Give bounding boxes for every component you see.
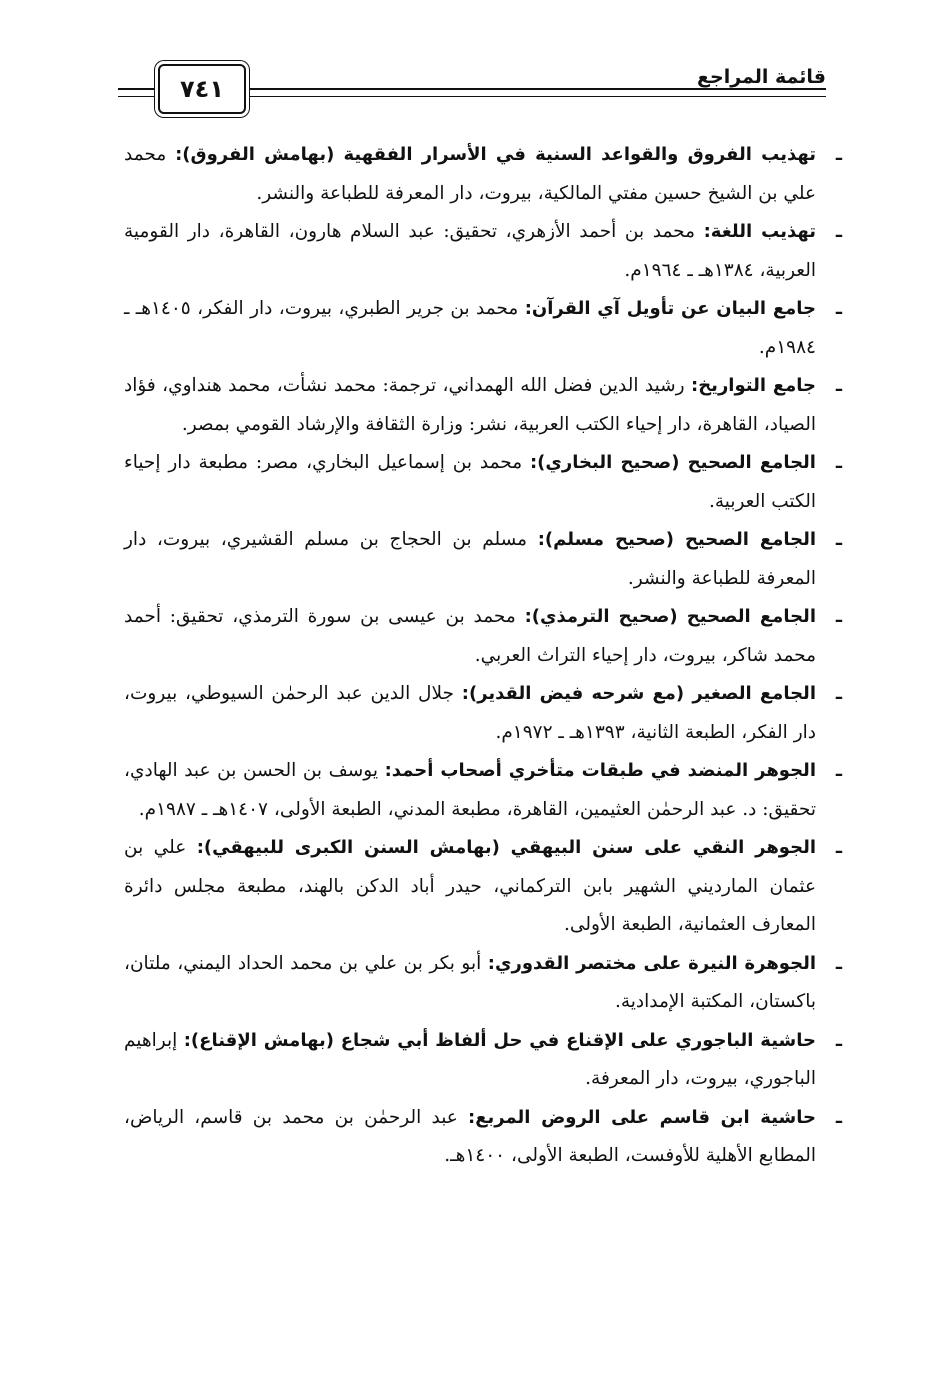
entry-details: محمد بن إسماعيل البخاري، مصر: مطبعة دار إحياء الكتب العربية. [124,452,816,512]
page-header [118,58,826,118]
header-rule-left [118,88,154,97]
reference-list [124,136,842,1176]
entry-details: جلال الدين عبد الرحمٰن السيوطي، بيروت، دار الفكر، الطبعة الثانية، ١٣٩٣هـ ـ ١٩٧٢م. [124,683,816,743]
reference-entry [124,213,842,290]
reference-entry [124,1022,842,1099]
entry-details: علي بن عثمان المارديني الشهير بابن التركماني، حيدر أباد الدكن بالهند، مطبعة مجلس دائرة المعارف العثمانية، الطبعة الأولى. [124,837,816,935]
entry-bullet: ـ [835,144,842,165]
reference-entry [124,290,842,367]
entry-title: حاشية الباجوري على الإقناع في حل ألفاظ أبي شجاع (بهامش الإقناع): [183,1029,816,1051]
entry-title: الجامع الصحيح (صحيح الترمذي): [524,606,816,627]
entry-bullet: ـ [835,952,842,974]
reference-entry [124,675,842,752]
entry-title: الجامع الصحيح (صحيح مسلم): [537,529,816,550]
entry-title: الجامع الصحيح (صحيح البخاري): [529,452,816,473]
reference-entry [124,945,842,1022]
reference-entry [124,752,842,829]
reference-entry [124,367,842,444]
reference-entry [124,598,842,675]
entry-title: الجامع الصغير (مع شرحه فيض القدير): [461,683,816,704]
entry-details: محمد علي بن الشيخ حسين مفتي المالكية، بيروت، دار المعرفة للطباعة والنشر. [124,144,816,204]
entry-bullet: ـ [835,606,842,627]
entry-details: عبد الرحمٰن بن محمد بن قاسم، الرياض، المطابع الأهلية للأوفست، الطبعة الأولى، ١٤٠٠هـ. [124,1106,816,1166]
entry-bullet: ـ [835,760,842,781]
entry-details: محمد بن جرير الطبري، بيروت، دار الفكر، ١٤٠٥هـ ـ ١٩٨٤م. [124,298,816,358]
entry-bullet: ـ [835,683,842,704]
entry-details: إبراهيم الباجوري، بيروت، دار المعرفة. [124,1029,816,1089]
entry-details: يوسف بن الحسن بن عبد الهادي، تحقيق: د. عبد الرحمٰن العثيمين، القاهرة، مطبعة المدني، الطبعة الأولى، ١٤٠٧هـ ـ ١٩٨٧م. [124,760,816,820]
entry-title: جامع التواريخ: [691,375,816,396]
entry-bullet: ـ [835,221,842,242]
entry-title: الجوهر النقي على سنن البيهقي (بهامش السنن الكبرى للبيهقي): [196,837,816,858]
entry-title: جامع البيان عن تأويل آي القرآن: [524,298,816,319]
reference-entry [124,136,842,213]
page-number: ٧٤١ [158,64,246,114]
entry-details: محمد بن عيسى بن سورة الترمذي، تحقيق: أحمد محمد شاكر، بيروت، دار إحياء التراث العربي. [124,606,816,666]
entry-bullet: ـ [835,1106,842,1128]
entry-title: الجوهر المنضد في طبقات متأخري أصحاب أحمد: [384,760,816,781]
entry-details: رشيد الدين فضل الله الهمداني، ترجمة: محمد نشأت، محمد هنداوي، فؤاد الصياد، القاهرة، دار إحياء الكتب العربية، نشر: وزارة الثقافة والإرشاد القومي بمصر. [124,375,816,435]
reference-entry [124,829,842,945]
entry-bullet: ـ [835,298,842,319]
entry-details: مسلم بن الحجاج بن مسلم القشيري، بيروت، دار المعرفة للطباعة والنشر. [124,529,816,589]
entry-title: تهذيب الفروق والقواعد السنية في الأسرار الفقهية (بهامش الفروق): [175,144,816,165]
reference-entry [124,521,842,598]
entry-bullet: ـ [835,452,842,473]
entry-title: الجوهرة النيرة على مختصر القدوري: [487,952,816,974]
reference-entry [124,444,842,521]
entry-bullet: ـ [835,837,842,858]
entry-details: محمد بن أحمد الأزهري، تحقيق: عبد السلام هارون، القاهرة، دار القومية العربية، ١٣٨٤هـ ـ ١٩٦٤م. [124,221,816,281]
reference-entry [124,1099,842,1176]
running-title: قائمة المراجع [697,66,826,88]
entry-details: أبو بكر بن علي بن محمد الحداد اليمني، ملتان، باكستان، المكتبة الإمدادية. [124,952,816,1012]
entry-bullet: ـ [835,1029,842,1051]
entry-title: تهذيب اللغة: [703,221,816,242]
entry-bullet: ـ [835,529,842,550]
entry-title: حاشية ابن قاسم على الروض المربع: [468,1106,816,1128]
entry-bullet: ـ [835,375,842,396]
